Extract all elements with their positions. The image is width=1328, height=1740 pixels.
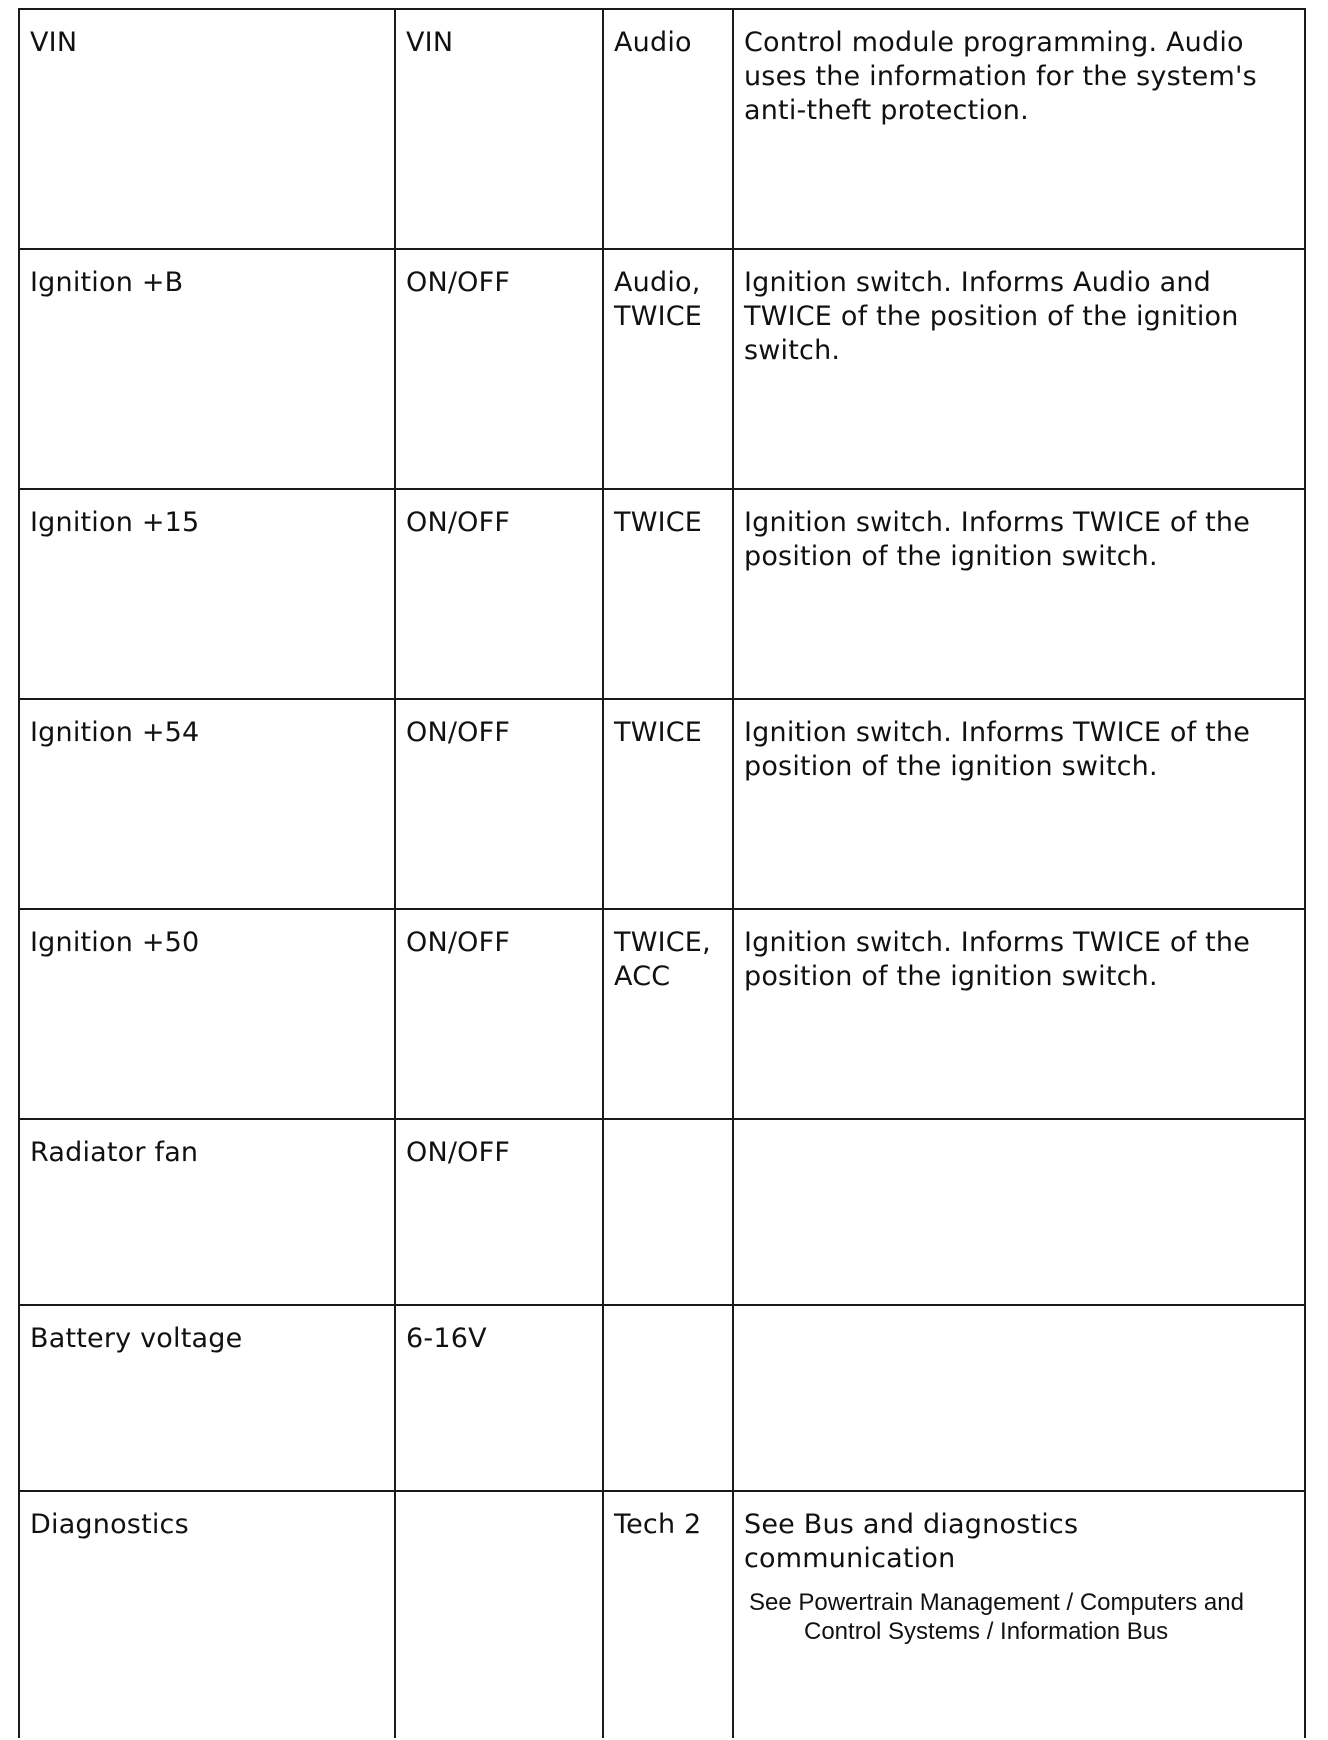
description-cell	[733, 1305, 1305, 1491]
table-row	[19, 489, 1305, 699]
value-cell	[395, 1491, 603, 1738]
value-cell: ON/OFF	[395, 489, 603, 699]
receiver-cell	[603, 1119, 733, 1305]
receiver-cell: TWICE, ACC	[603, 909, 733, 1119]
description-cell: Ignition switch. Informs TWICE of the position of the ignition switch.	[733, 699, 1305, 909]
signal-cell: Ignition +54	[19, 699, 395, 909]
value-cell: ON/OFF	[395, 1119, 603, 1305]
receiver-cell: Audio	[603, 9, 733, 249]
description-cell: Ignition switch. Informs TWICE of the position of the ignition switch.	[733, 909, 1305, 1119]
receiver-cell	[603, 1305, 733, 1491]
value-cell: ON/OFF	[395, 249, 603, 489]
receiver-cell: Audio, TWICE	[603, 249, 733, 489]
receiver-cell: Tech 2	[603, 1491, 733, 1738]
signal-cell: Ignition +B	[19, 249, 395, 489]
value-cell: VIN	[395, 9, 603, 249]
table-row	[19, 1305, 1305, 1491]
receiver-cell: TWICE	[603, 699, 733, 909]
signal-cell: Ignition +15	[19, 489, 395, 699]
value-cell: 6-16V	[395, 1305, 603, 1491]
description-cell	[733, 1491, 1305, 1738]
receiver-cell: TWICE	[603, 489, 733, 699]
signal-cell: Diagnostics	[19, 1491, 395, 1738]
signal-cell: Radiator fan	[19, 1119, 395, 1305]
description-cell	[733, 1119, 1305, 1305]
description-cell: Ignition switch. Informs Audio and TWICE of the position of the ignition switch.	[733, 249, 1305, 489]
signal-cell: Ignition +50	[19, 909, 395, 1119]
table-row	[19, 9, 1305, 249]
table-row	[19, 1491, 1305, 1738]
description-cell: Ignition switch. Informs TWICE of the position of the ignition switch.	[733, 489, 1305, 699]
value-cell: ON/OFF	[395, 909, 603, 1119]
table-row	[19, 699, 1305, 909]
cross-reference-note: See Powertrain Management / Computers and Control Systems / Information Bus	[749, 1589, 1244, 1645]
value-cell: ON/OFF	[395, 699, 603, 909]
table-row	[19, 1119, 1305, 1305]
signal-cell: VIN	[19, 9, 395, 249]
description-cell: Control module programming. Audio uses the information for the system's anti-theft protection.	[733, 9, 1305, 249]
description-text: See Bus and diagnostics communication	[744, 1509, 1079, 1574]
table-row	[19, 909, 1305, 1119]
signal-table	[18, 8, 1306, 1738]
signal-cell: Battery voltage	[19, 1305, 395, 1491]
table-row	[19, 249, 1305, 489]
